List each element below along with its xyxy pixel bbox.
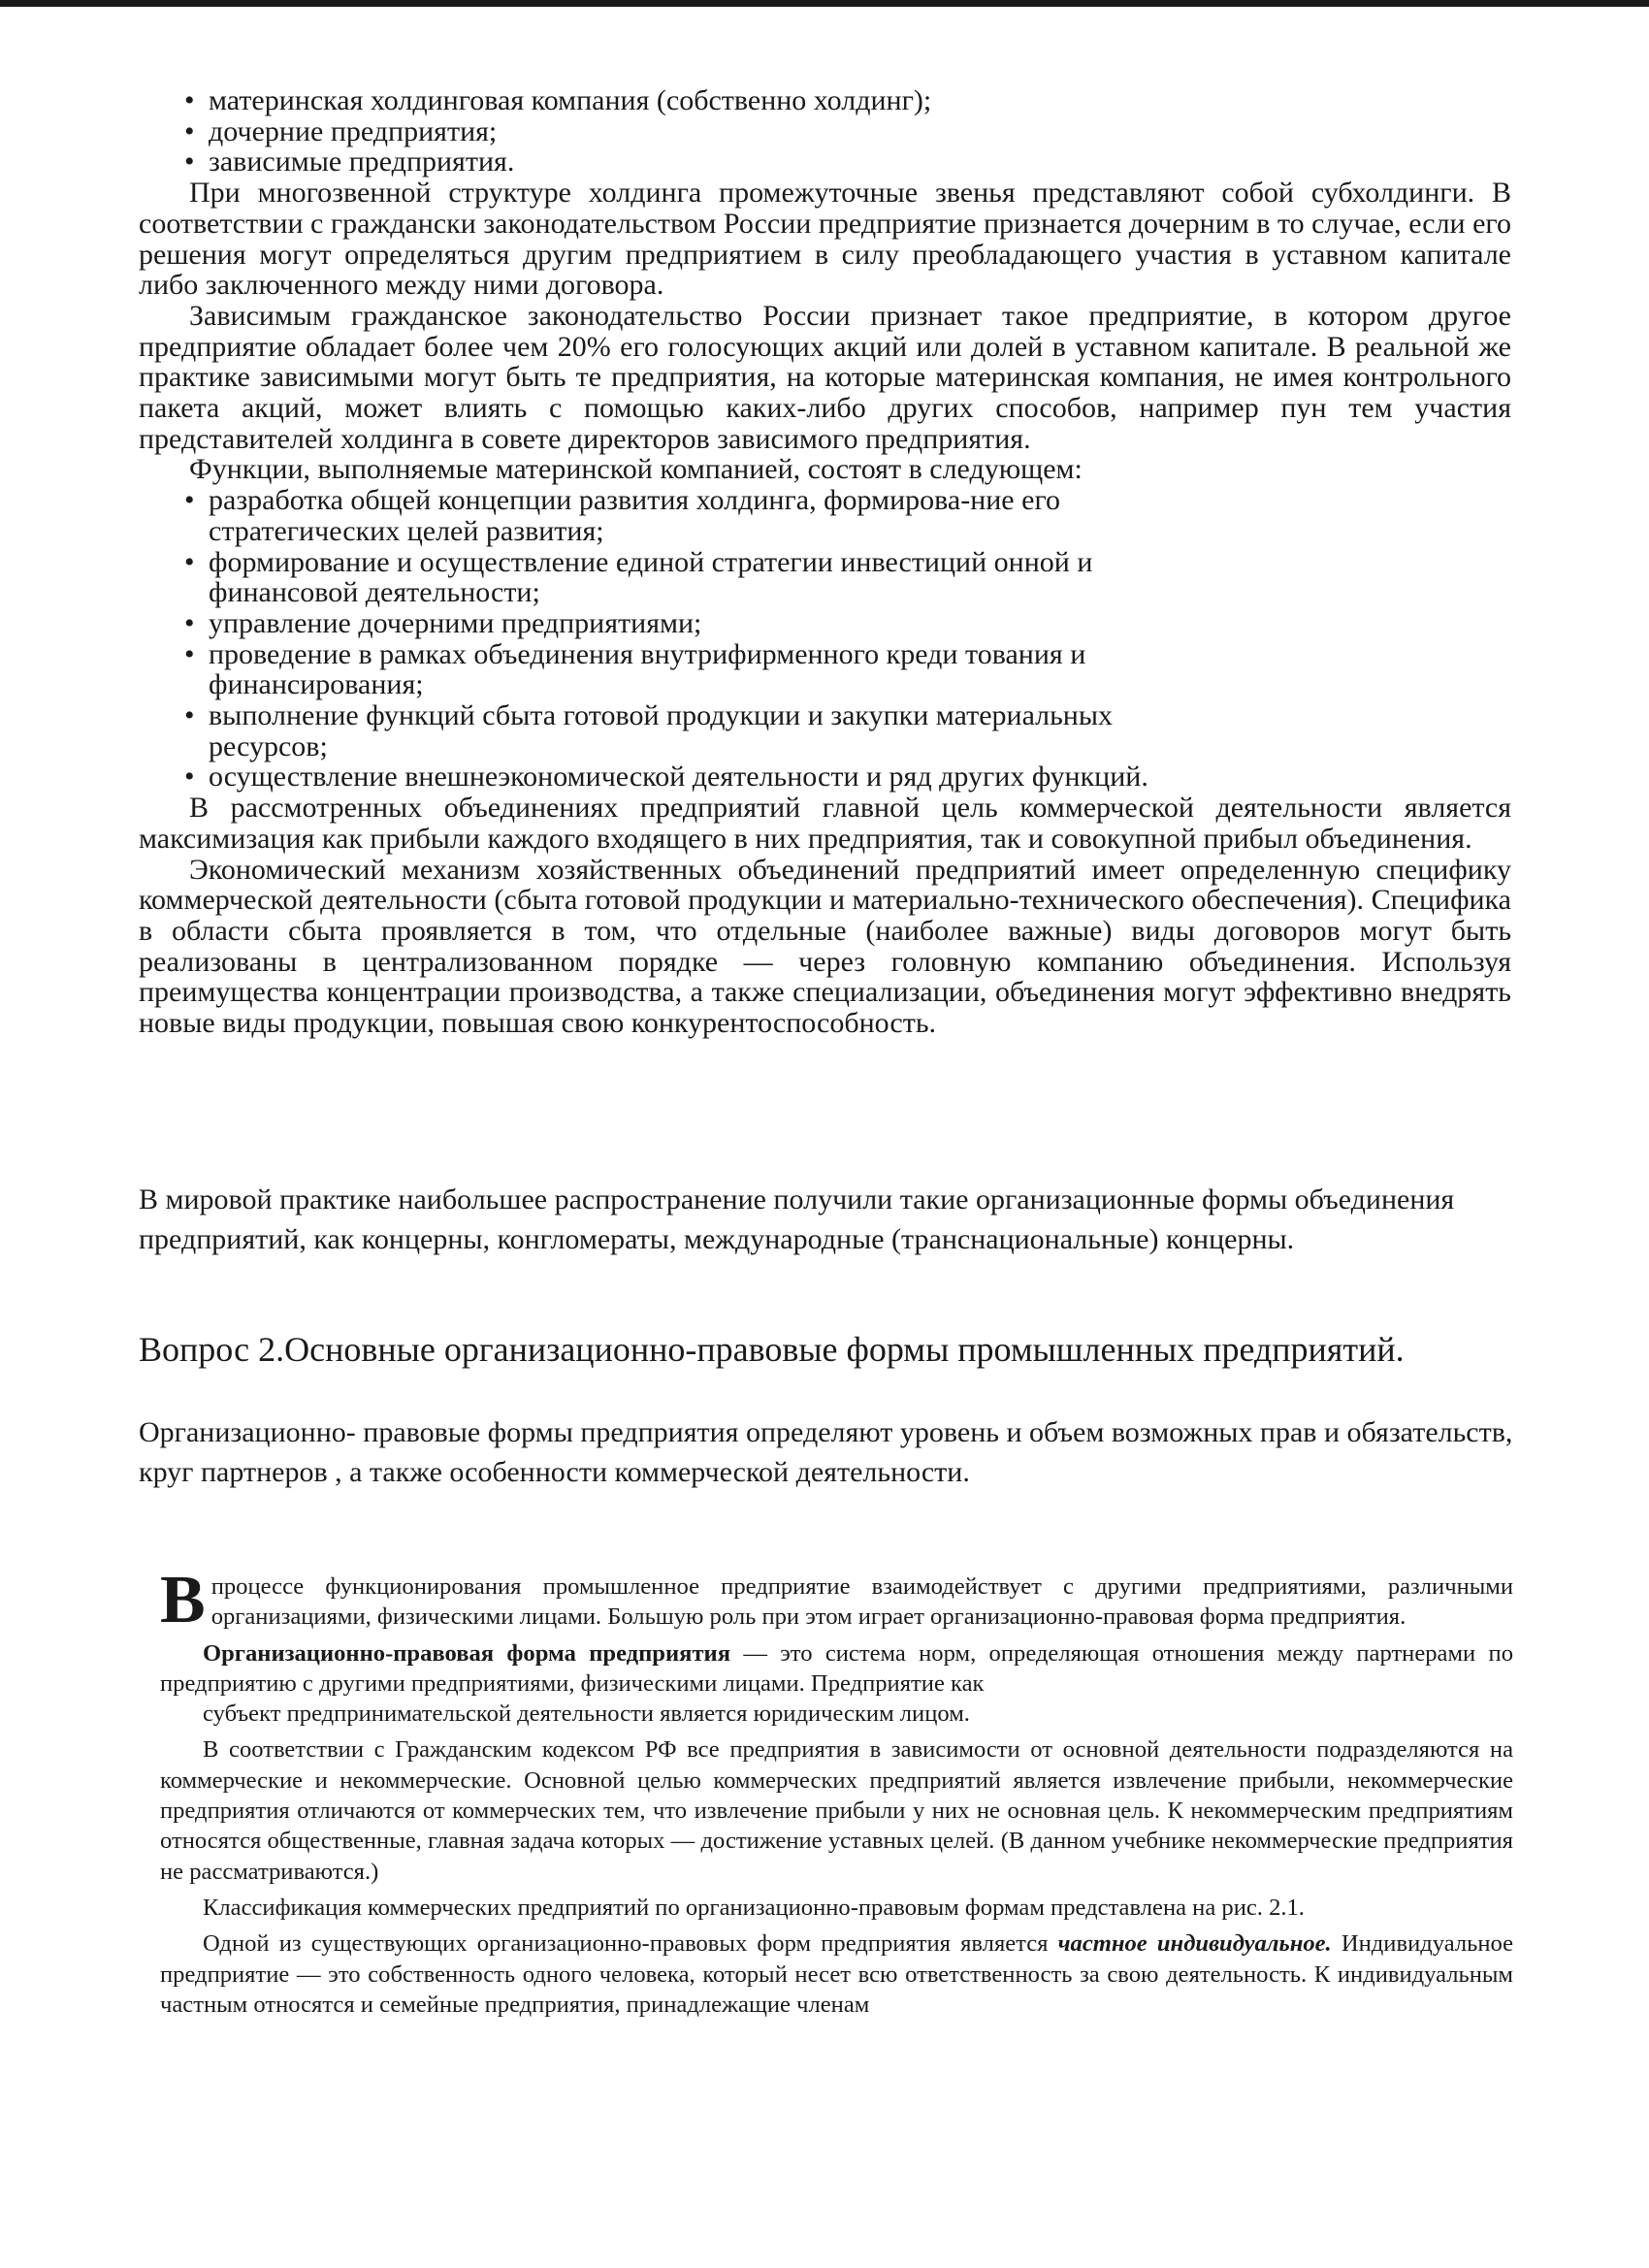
paragraph-profit: В рассмотренных объединениях предприятий главной цель коммерческой деятельности является максимизация как прибыли каждого входящего в них предприятия, так и совокупной прибыл объединения. [139,792,1511,855]
paragraph-definition: Организационно-правовая форма предприятия — это система норм, определяющая отношения между партнерами по предприятию с другими предприятиями, физическими лицами. Предприятие как [160,1639,1513,1697]
term-bold: Организационно-правовая форма предприятия [203,1639,730,1667]
paragraph-individual: Одной из существующих организационно-правовых форм предприятия является частное индивидуальное. Индивидуальное предприятие — это собственность одного человека, который несет всю ответственность за свою деятельность. К индивидуальным частным относятся и семейные предприятия, принадлежащие членам [160,1930,1514,2018]
list-item: • проведение в рамках объединения внутрифирменного креди тования и финансирования; [181,639,1179,700]
intro-paragraph: Организационно- правовые формы предприятия определяют уровень и объем возможных прав и обязательств, круг партнеров , а также особенности коммерческой деятельности. [139,1416,1513,1488]
paragraph-functioning: В процессе функционирования промышленное предприятие взаимодействует с другими предприятиями, различными организациями, физическими лицами. Большую роль при этом играет организационно-правовая форма предприятия. [160,1563,1513,1637]
scan-top-border [0,0,1649,7]
list-item: • разработка общей концепции развития холдинга, формирова-ние его стратегических целей развития; [181,485,1179,546]
paragraph-dependent-enterprises: Зависимым гражданское законодательство России признает такое предприятие, в котором другое предприятие обладает более чем 20% его голосующих акций или долей в уставном капитале. В реальной же практике зависимыми могут быть те предприятия, на которые материнская компания, не имея контрольного пакета акций, может влиять с помощью каких-либо других способов, например пун тем участия представителей холдинга в совете директоров зависимого предприятия. [139,299,1511,455]
list-item: • материнская холдинговая компания (собственно холдинг); [181,85,1511,116]
term-emphasis: частное индивидуальное. [1057,1930,1332,1958]
paragraph-classification: Классификация коммерческих предприятий по организационно-правовым формам представлена на рис. 2.1. [203,1894,1305,1921]
paragraph-economic-mechanism: Экономический механизм хозяйственных объединений предприятий имеет определенную специфику коммерческой деятельности (сбыта готовой продукции и материально-технического обеспечения). Специфика в области сбыта проявляется в том, что отдельные (наиболее важные) виды договоров могут быть реализованы в централизованном порядке — через головную компанию объединения. Используя преимущества концентрации производства, а также специализации, объединения могут эффективно внедрять новые виды продукции, повышая свою конкурентоспособность. [139,853,1511,1040]
drop-cap: В [160,1563,206,1637]
paragraph-civil-code: В соответствии с Гражданским кодексом РФ все предприятия в зависимости от основной деятельности подразделяются на коммерческие и некоммерческие. Основной целью коммерческих предприятий является извлечение прибыли, некоммерческие предприятия отличаются от коммерческих тем, что извлечение прибыли у них не основная цель. К некоммерческим предприятиям относятся общественные, главная задача которых — достижение уставных целей. (В данном учебнике некоммерческие предприятия не рассматриваются.) [160,1736,1513,1885]
list-item: • формирование и осуществление единой стратегии инвестиций онной и финансовой деятельности; [181,547,1179,608]
holding-text-section [139,85,1511,1039]
textbook-excerpt [160,1563,1514,2020]
list-item: • осуществление внешнеэкономической деятельности и ряд других функций. [181,761,1179,793]
list-item: • управление дочерними предприятиями; [181,608,1179,639]
list-item: • зависимые предприятия. [181,146,1511,178]
paragraph-definition-tail: субъект предпринимательской деятельности является юридическим лицом. [203,1701,970,1728]
question-heading: Вопрос 2.Основные организационно-правовые формы промышленных предприятий. [139,1330,1405,1369]
paragraph-world-practice: В мировой практике наибольшее распространение получили такие организационные формы объединения предприятий, как концерны, конгломераты, международные (транснациональные) концерны. [139,1183,1455,1255]
functions-intro: Функции, выполняемые материнской компанией, состоят в следующем: [189,453,1083,486]
list-item: • дочерние предприятия; [181,116,1511,147]
paragraph-subholdings: При многозвенной структуре холдинга промежуточные звенья представляют собой субхолдинги. В соответствии с граждански законодательством России предприятие признается дочерним в то случае, если его решения могут определяться другим предприятием в силу преобладающего участия в уставном капитале либо заключенного между ними договора. [139,177,1511,302]
list-item: • выполнение функций сбыта готовой продукции и закупки материальных ресурсов; [181,700,1179,761]
world-practice-section [139,1180,1536,1259]
